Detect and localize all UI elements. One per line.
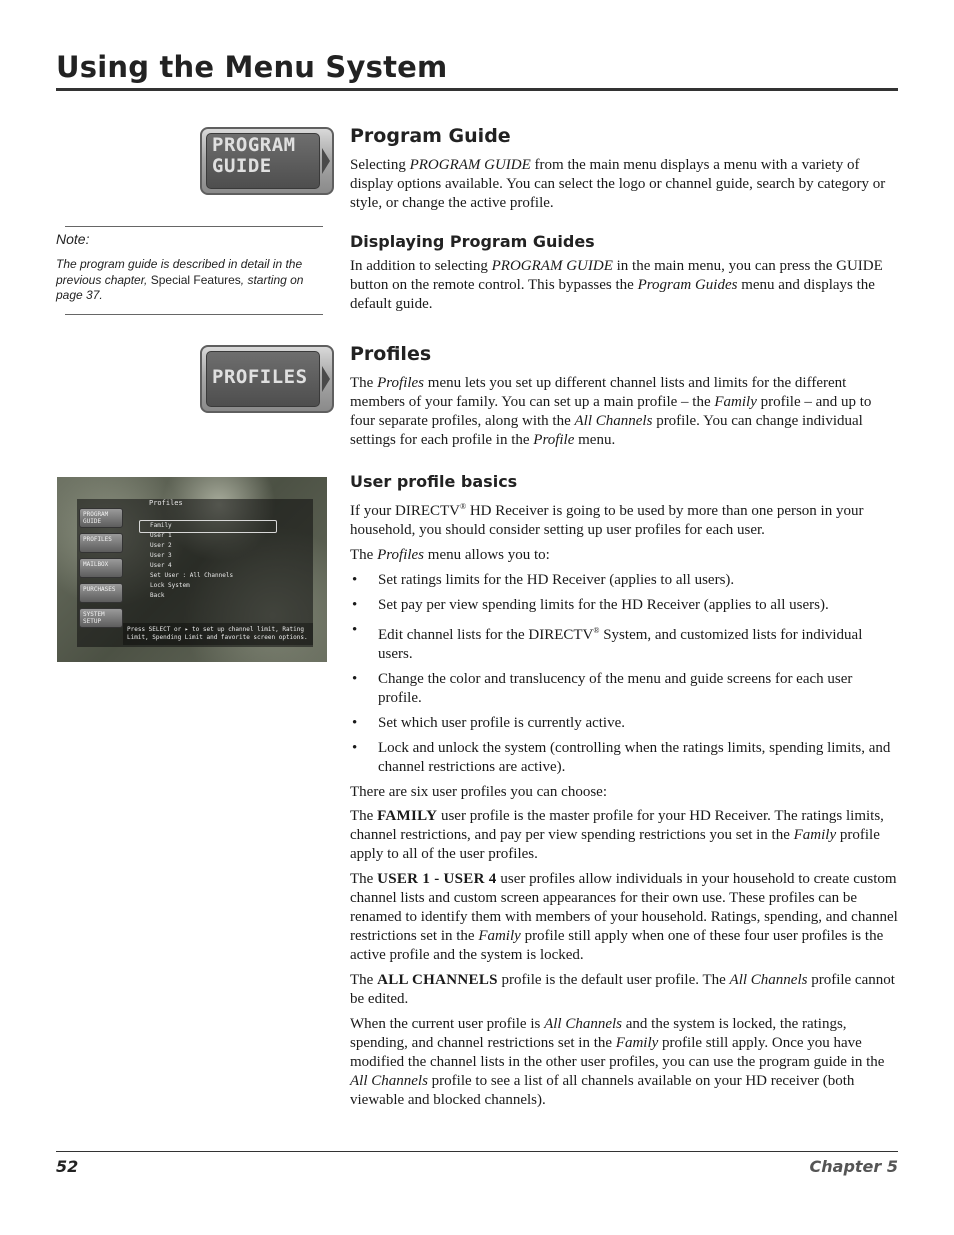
list-item: • Edit channel lists for the DIRECTV® System, and customized lists for individual users. bbox=[350, 621, 898, 664]
profiles-menu-screenshot bbox=[57, 477, 327, 662]
screenshot-side-item: PROGRAM GUIDE bbox=[79, 508, 123, 528]
chapter-label: Chapter 5 bbox=[809, 1157, 898, 1176]
profiles-heading: Profiles bbox=[350, 343, 432, 365]
title-rule bbox=[56, 88, 898, 91]
note-text: The program guide is described in detail in the previous chapter, Special Features, starting on page 37. bbox=[56, 257, 304, 302]
list-item: • Set which user profile is currently active. bbox=[350, 714, 898, 733]
note-bottom-rule bbox=[65, 314, 323, 315]
screenshot-menu-item: Back bbox=[150, 592, 165, 599]
profiles-feature-list bbox=[350, 571, 898, 777]
screenshot-menu-item: Set User : All Channels bbox=[150, 572, 234, 579]
user-profile-basics-heading: User profile basics bbox=[350, 472, 518, 491]
list-item: • Set ratings limits for the HD Receiver (applies to all users). bbox=[350, 571, 898, 590]
screenshot-menu-item: Family bbox=[150, 522, 172, 529]
program-guide-intro: Selecting PROGRAM GUIDE from the main menu displays a menu with a variety of display options available. You can select the logo or channel guide, search by category or style, or change the active profile. bbox=[350, 157, 886, 211]
screenshot-side-item: SYSTEM SETUP bbox=[79, 608, 123, 628]
page-number: 52 bbox=[56, 1157, 79, 1176]
profiles-intro: The Profiles menu lets you set up different channel lists and limits for the different members of your family. You can set up a main profile – the Family profile – and up to four separate profiles, along with the All Channels profile. You can change individual settings for each profile in the Profile menu. bbox=[350, 375, 872, 448]
program-guide-button-image bbox=[200, 127, 334, 195]
list-item: • Set pay per view spending limits for the HD Receiver (applies to all users). bbox=[350, 596, 898, 615]
displaying-guides-heading: Displaying Program Guides bbox=[350, 232, 595, 251]
profiles-button-image bbox=[200, 345, 334, 413]
screenshot-help-text: Press SELECT or ▸ to set up channel limit, Rating Limit, Spending Limit and favorite screen options. bbox=[127, 626, 308, 641]
screenshot-side-item: MAILBOX bbox=[79, 558, 123, 578]
list-item: • Lock and unlock the system (controlling when the ratings limits, spending limits, and channel restrictions are active). bbox=[350, 739, 898, 777]
screenshot-side-item: PURCHASES bbox=[79, 583, 123, 603]
screenshot-menu-item: User 3 bbox=[150, 552, 172, 559]
note-label: Note: bbox=[56, 231, 90, 247]
footer-rule bbox=[56, 1151, 898, 1152]
note-top-rule bbox=[65, 226, 323, 227]
page-title: Using the Menu System bbox=[56, 50, 448, 84]
displaying-guides-text: In addition to selecting PROGRAM GUIDE in the main menu, you can press the GUIDE button on the remote control. This bypasses the Program Guides menu and displays the default guide. bbox=[350, 258, 883, 312]
user-profile-basics-body: If your DIRECTV® HD Receiver is going to be used by more than one person in your household, you should consider setting up user profiles for each user. The Profiles menu allows you to: • Set ratings limits for the HD Receiver (applies to all users). • Set pay per view spending limits for the HD Receiver (applies to all users). • Edit channel lists for the DIRECTV® System, and customized lists for individual users. • Change the color and translucency of the menu and guide screens for each user profile. • Set which user profile is currently active. • Lock and unlock the system (controlling when the ratings limits, spending limits, and channel restrictions are active). There are six user profiles you can choose: The FAMILY user profile is the master profile for your HD Receiver. The ratings limits, channel restrictions, and pay per view spending restrictions you set in the Family profile apply to all of the user profiles. The USER 1 - USER 4 user profiles allow individuals in your household to create custom channel lists and custom screen appearances for their own use. These profiles can be renamed to identify them with members of your household. Ratings, spending, and channel restrictions set in the Family profile still apply when one of these four user profiles is the active profile and the system is locked. The ALL CHANNELS profile is the default user profile. The All Channels profile cannot be edited. When the current user profile is All Channels and the system is locked, the ratings, spending, and channel restrictions set in the Family profile still apply. Once you have modified the channel lists in the other user profiles, you can use the program guide in the All Channels profile to see a list of all channels available on your HD receiver (both viewable and blocked channels). bbox=[350, 497, 898, 1110]
six-profiles-text: There are six user profiles you can choose: bbox=[350, 784, 607, 800]
screenshot-menu-item: User 4 bbox=[150, 562, 172, 569]
screenshot-menu-item: User 1 bbox=[150, 532, 172, 539]
screenshot-menu-item: User 2 bbox=[150, 542, 172, 549]
list-item: • Change the color and translucency of the menu and guide screens for each user profile. bbox=[350, 670, 898, 708]
screenshot-title: Profiles bbox=[149, 499, 183, 507]
screenshot-menu-item: Lock System bbox=[150, 582, 190, 589]
program-guide-button-label: PROGRAM GUIDE bbox=[212, 134, 296, 177]
program-guide-heading: Program Guide bbox=[350, 125, 511, 147]
chevron-right-icon bbox=[322, 148, 330, 174]
screenshot-side-item: PROFILES bbox=[79, 533, 123, 553]
profiles-button-label: PROFILES bbox=[212, 366, 308, 388]
chevron-right-icon bbox=[322, 366, 330, 392]
